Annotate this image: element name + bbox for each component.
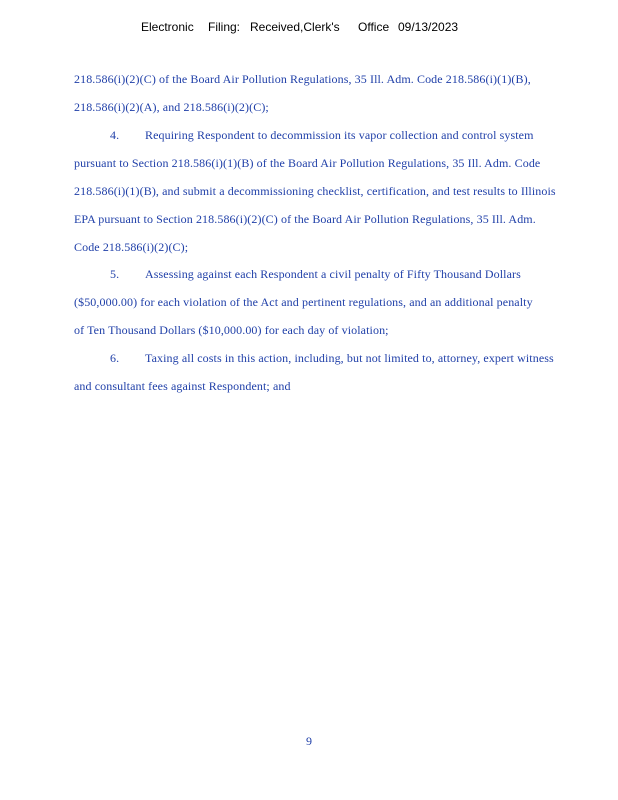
body-line: and consultant fees against Respondent; and: [74, 379, 291, 393]
header-date: 09/13/2023: [398, 20, 459, 34]
body-line: Assessing against each Respondent a civil penalty of Fifty Thousand Dollars: [145, 267, 521, 281]
body-line: Requiring Respondent to decommission its vapor collection and control system: [145, 128, 534, 142]
item-number: 6.: [110, 351, 120, 365]
page-number: 9: [306, 734, 312, 748]
filing-stamp-header: [0, 20, 618, 38]
header-received: Received,Clerk's: [250, 20, 340, 34]
body-line: 218.586(i)(2)(A), and 218.586(i)(2)(C);: [74, 100, 269, 114]
body-line: of Ten Thousand Dollars ($10,000.00) for each day of violation;: [74, 323, 389, 337]
header-office: Office: [358, 20, 390, 34]
body-line: ($50,000.00) for each violation of the Act and pertinent regulations, and an additional penalty: [74, 295, 533, 309]
body-line: 218.586(i)(2)(C) of the Board Air Pollution Regulations, 35 Ill. Adm. Code 218.586(i)(1)(B),: [74, 72, 531, 86]
item-number: 5.: [110, 267, 120, 281]
body-line: 218.586(i)(1)(B), and submit a decommissioning checklist, certification, and test results to Illinois: [74, 184, 556, 198]
header-electronic: Electronic: [141, 20, 194, 34]
body-line: EPA pursuant to Section 218.586(i)(2)(C) of the Board Air Pollution Regulations, 35 Ill. Adm.: [74, 212, 536, 226]
body-line: pursuant to Section 218.586(i)(1)(B) of the Board Air Pollution Regulations, 35 Ill. Adm. Code: [74, 156, 541, 170]
body-line: Taxing all costs in this action, including, but not limited to, attorney, expert witness: [145, 351, 554, 365]
item-number: 4.: [110, 128, 120, 142]
header-filing: Filing:: [208, 20, 241, 34]
body-line: Code 218.586(i)(2)(C);: [74, 240, 189, 254]
